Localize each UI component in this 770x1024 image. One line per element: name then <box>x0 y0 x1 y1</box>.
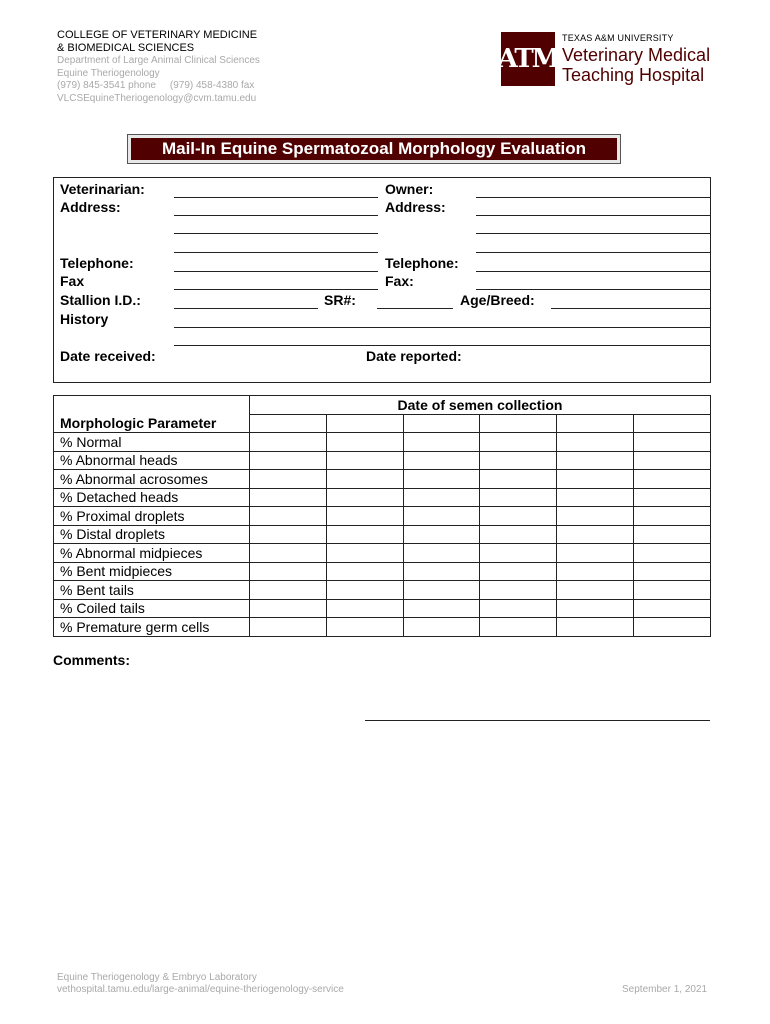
value-cell[interactable] <box>403 470 480 489</box>
collection-date-cell[interactable] <box>557 414 634 433</box>
morphology-table <box>53 395 711 637</box>
value-cell[interactable] <box>326 525 403 544</box>
value-cell[interactable] <box>480 507 557 526</box>
parameter-label: % Bent tails <box>54 581 250 600</box>
address-label: Address: <box>60 199 121 215</box>
collection-date-cell[interactable] <box>250 414 327 433</box>
owner-telephone-label: Telephone: <box>385 255 459 271</box>
value-cell[interactable] <box>634 581 711 600</box>
value-cell[interactable] <box>250 525 327 544</box>
address-field-3[interactable] <box>174 252 378 253</box>
sr-label: SR#: <box>324 292 356 308</box>
fax-label: Fax <box>60 273 85 289</box>
owner-address-field-3[interactable] <box>476 252 710 253</box>
hospital-name-line2: Teaching Hospital <box>562 65 705 85</box>
email-text: VLCSEquineTheriogenology@cvm.tamu.edu <box>57 92 257 104</box>
atm-logo-mark: ATM <box>501 32 555 86</box>
parameter-label: % Proximal droplets <box>54 507 250 526</box>
collection-date-header: Date of semen collection <box>250 396 711 415</box>
value-cell[interactable] <box>250 488 327 507</box>
value-cell[interactable] <box>634 544 711 563</box>
param-header-row <box>54 414 711 433</box>
value-cell[interactable] <box>403 433 480 452</box>
parameter-label: % Abnormal heads <box>54 451 250 470</box>
owner-label: Owner: <box>385 181 434 197</box>
value-cell[interactable] <box>326 451 403 470</box>
value-cell[interactable] <box>403 599 480 618</box>
address-field-2[interactable] <box>174 233 378 234</box>
university-name: TEXAS A&M UNIVERSITY <box>562 33 674 43</box>
value-cell[interactable] <box>557 451 634 470</box>
owner-telephone-field[interactable] <box>476 271 710 272</box>
value-cell[interactable] <box>634 599 711 618</box>
value-cell[interactable] <box>326 470 403 489</box>
value-cell[interactable] <box>480 488 557 507</box>
stallion-id-label: Stallion I.D.: <box>60 292 141 308</box>
owner-address-label: Address: <box>385 199 446 215</box>
value-cell[interactable] <box>480 544 557 563</box>
value-cell[interactable] <box>557 488 634 507</box>
parameter-label: % Premature germ cells <box>54 618 250 637</box>
value-cell[interactable] <box>250 599 327 618</box>
owner-address-field-2[interactable] <box>476 233 710 234</box>
value-cell[interactable] <box>326 488 403 507</box>
value-cell[interactable] <box>250 581 327 600</box>
tamu-logo <box>497 32 711 86</box>
history-field-1[interactable] <box>174 327 710 328</box>
param-header: Morphologic Parameter <box>54 414 250 433</box>
value-cell[interactable] <box>480 618 557 637</box>
stallion-id-field[interactable] <box>174 308 318 309</box>
table-row <box>54 525 711 544</box>
value-cell[interactable] <box>557 544 634 563</box>
value-cell[interactable] <box>480 433 557 452</box>
fax-field[interactable] <box>174 289 378 290</box>
value-cell[interactable] <box>634 562 711 581</box>
value-cell[interactable] <box>403 507 480 526</box>
value-cell[interactable] <box>557 433 634 452</box>
age-breed-field[interactable] <box>551 308 710 309</box>
parameter-label: % Distal droplets <box>54 525 250 544</box>
value-cell[interactable] <box>250 451 327 470</box>
table-row <box>54 451 711 470</box>
value-cell[interactable] <box>250 618 327 637</box>
value-cell[interactable] <box>403 562 480 581</box>
table-row <box>54 470 711 489</box>
value-cell[interactable] <box>250 470 327 489</box>
value-cell[interactable] <box>557 470 634 489</box>
value-cell[interactable] <box>634 488 711 507</box>
value-cell[interactable] <box>480 525 557 544</box>
parameter-label: % Abnormal acrosomes <box>54 470 250 489</box>
footer-date: September 1, 2021 <box>622 984 708 995</box>
blank-corner <box>54 396 250 415</box>
value-cell[interactable] <box>634 618 711 637</box>
value-cell[interactable] <box>326 562 403 581</box>
footer-url: vethospital.tamu.edu/large-animal/equine-theriogenology-service <box>57 984 344 995</box>
table-row <box>54 562 711 581</box>
table-row <box>54 507 711 526</box>
parameter-label: % Bent midpieces <box>54 562 250 581</box>
value-cell[interactable] <box>326 433 403 452</box>
value-cell[interactable] <box>557 618 634 637</box>
value-cell[interactable] <box>326 507 403 526</box>
value-cell[interactable] <box>480 562 557 581</box>
date-reported-label: Date reported: <box>366 348 462 364</box>
table-row <box>54 488 711 507</box>
collection-date-cell[interactable] <box>634 414 711 433</box>
value-cell[interactable] <box>480 451 557 470</box>
collection-header-row <box>54 396 711 415</box>
veterinarian-field[interactable] <box>174 197 378 198</box>
owner-fax-field[interactable] <box>476 289 710 290</box>
phone-fax-text: (979) 845-3541 phone (979) 458-4380 fax <box>57 80 255 91</box>
unit-text: Equine Theriogenology <box>57 67 160 79</box>
value-cell[interactable] <box>403 488 480 507</box>
table-row <box>54 544 711 563</box>
value-cell[interactable] <box>557 525 634 544</box>
age-breed-label: Age/Breed: <box>460 292 535 308</box>
value-cell[interactable] <box>403 451 480 470</box>
value-cell[interactable] <box>557 599 634 618</box>
college-line2: & BIOMEDICAL SCIENCES <box>57 42 195 54</box>
sr-field[interactable] <box>377 308 453 309</box>
comments-label: Comments: <box>53 652 131 668</box>
collection-date-cell[interactable] <box>403 414 480 433</box>
hospital-name-line1: Veterinary Medical <box>562 45 711 65</box>
history-field-2[interactable] <box>174 345 710 346</box>
value-cell[interactable] <box>326 599 403 618</box>
value-cell[interactable] <box>634 433 711 452</box>
parameter-label: % Abnormal midpieces <box>54 544 250 563</box>
value-cell[interactable] <box>557 507 634 526</box>
owner-field[interactable] <box>476 197 710 198</box>
value-cell[interactable] <box>403 525 480 544</box>
header-block <box>57 29 260 105</box>
value-cell[interactable] <box>403 618 480 637</box>
table-row <box>54 433 711 452</box>
date-received-label: Date received: <box>60 348 156 364</box>
owner-address-field-1[interactable] <box>476 215 710 216</box>
value-cell[interactable] <box>403 581 480 600</box>
telephone-field[interactable] <box>174 271 378 272</box>
value-cell[interactable] <box>557 562 634 581</box>
owner-fax-label: Fax: <box>385 273 414 289</box>
value-cell[interactable] <box>480 470 557 489</box>
table-row <box>54 581 711 600</box>
address-field-1[interactable] <box>174 215 378 216</box>
value-cell[interactable] <box>480 581 557 600</box>
collection-date-cell[interactable] <box>480 414 557 433</box>
veterinarian-label: Veterinarian: <box>60 181 145 197</box>
page-title: Mail-In Equine Spermatozoal Morphology Evaluation <box>131 138 617 160</box>
value-cell[interactable] <box>326 618 403 637</box>
footer-lab: Equine Theriogenology & Embryo Laboratory <box>57 972 257 983</box>
value-cell[interactable] <box>250 562 327 581</box>
parameter-label: % Detached heads <box>54 488 250 507</box>
parameter-label: % Normal <box>54 433 250 452</box>
value-cell[interactable] <box>250 507 327 526</box>
value-cell[interactable] <box>634 507 711 526</box>
table-row <box>54 599 711 618</box>
department-text: Department of Large Animal Clinical Sciences <box>57 55 260 66</box>
value-cell[interactable] <box>480 599 557 618</box>
value-cell[interactable] <box>326 581 403 600</box>
signature-line[interactable] <box>365 720 710 721</box>
footer-left <box>57 972 344 996</box>
value-cell[interactable] <box>634 451 711 470</box>
collection-date-cell[interactable] <box>326 414 403 433</box>
title-banner <box>127 134 621 164</box>
value-cell[interactable] <box>250 544 327 563</box>
parameter-label: % Coiled tails <box>54 599 250 618</box>
value-cell[interactable] <box>634 470 711 489</box>
value-cell[interactable] <box>557 581 634 600</box>
table-row <box>54 618 711 637</box>
value-cell[interactable] <box>403 544 480 563</box>
value-cell[interactable] <box>250 433 327 452</box>
value-cell[interactable] <box>634 525 711 544</box>
history-label: History <box>60 311 109 327</box>
value-cell[interactable] <box>326 544 403 563</box>
telephone-label: Telephone: <box>60 255 134 271</box>
college-line1: COLLEGE OF VETERINARY MEDICINE <box>57 29 258 41</box>
